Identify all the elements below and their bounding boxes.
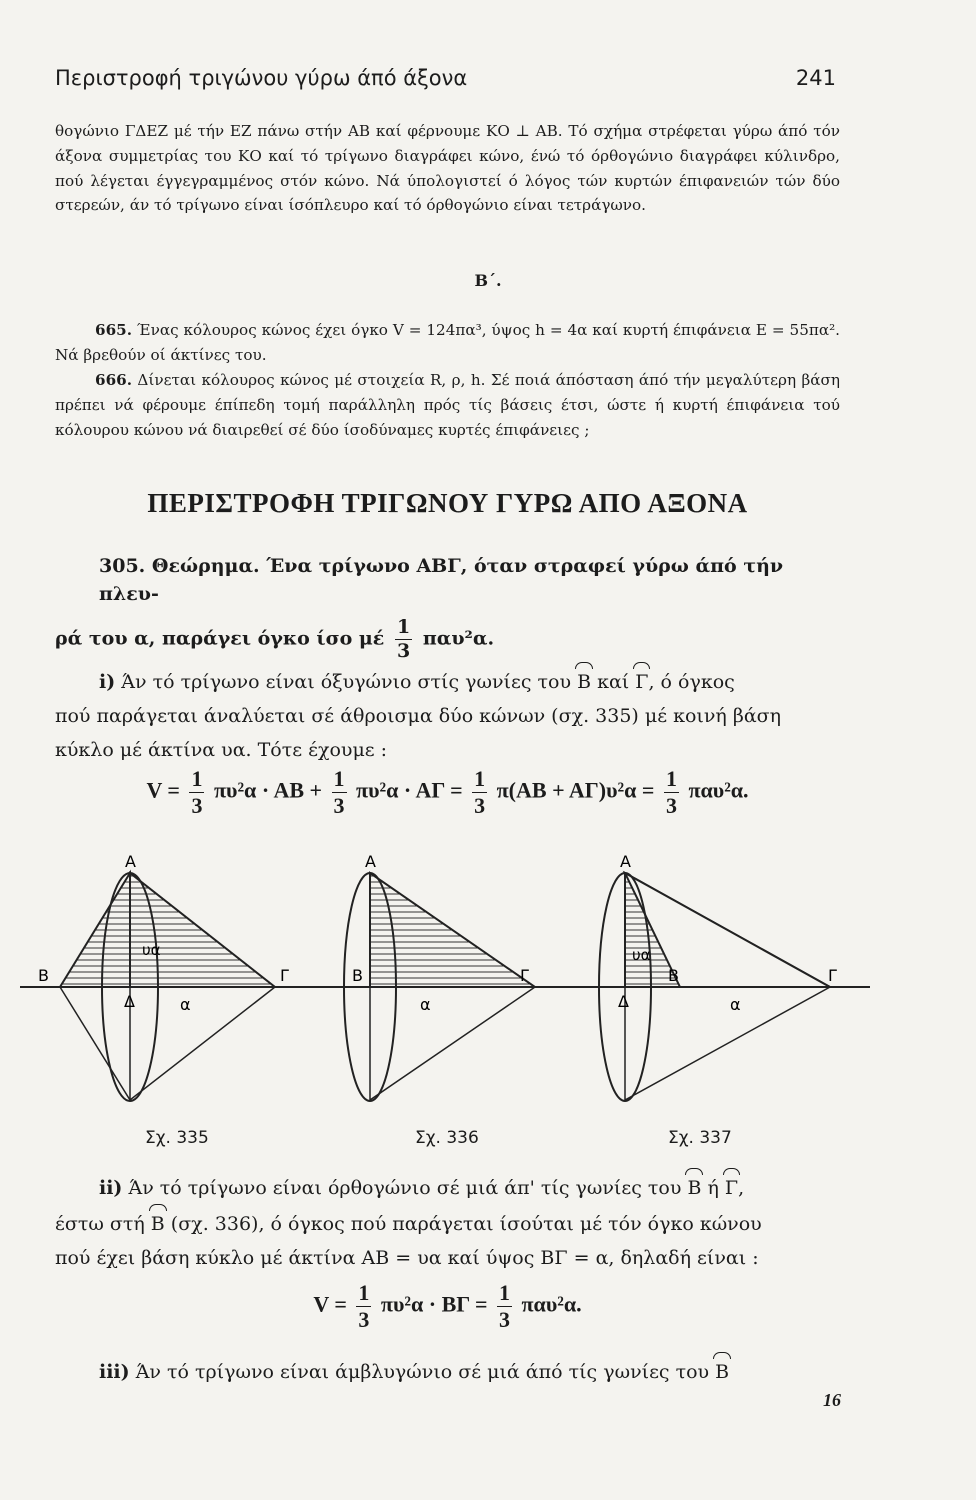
figure-337 — [599, 855, 837, 1101]
case-iii: iii) Άν τό τρίγωνο είναι άμβλυγώνιο σέ μιά άπό τίς γωνίες του Β — [55, 1358, 840, 1386]
case-i: i) Άν τό τρίγωνο είναι όξυγώνιο στίς γωνίες του Β καί Γ, ό όγκος πού παράγεται άναλύεται σέ άθροισμα δύο κώνων (σχ. 335) μέ κοινή βάση κύκλο μέ άκτίνα υα. Τότε έχουμε : — [55, 668, 840, 764]
fraction: $\frac{1}{3}$ — [396, 616, 411, 662]
exercise-text: Ένας κόλουρος κώνος έχει όγκο V = 124πα³, ύψος h = 4α καί κυρτή έπιφάνεια Ε = 55πα². Νά βρεθούν οί άκτίνες του. — [55, 321, 841, 364]
section-title: ΠΕΡΙΣΤΡΟΦΗ ΤΡΙΓΩΝΟΥ ΓΥΡΩ ΑΠΟ ΑΞΟΝΑ — [147, 488, 748, 518]
label-d: Δ — [124, 992, 135, 1011]
angle-g: Γ — [725, 1174, 738, 1202]
case-label: i) — [99, 671, 116, 693]
label-alpha: α — [180, 995, 191, 1014]
page-header — [55, 66, 836, 100]
signature-mark: 16 — [823, 1390, 841, 1410]
svg-text:Β: Β — [668, 966, 679, 985]
angle-b: Β — [715, 1358, 729, 1386]
theorem-text: Ένα τρίγωνο ΑΒΓ, όταν στραφεί γύρω άπό τήν πλευ- — [99, 555, 784, 605]
formula-2: V = $\frac{1}{3}$ πυ²α · ΒΓ = $\frac{1}{3}$ παυ²α. — [313, 1280, 582, 1332]
running-title: Περιστροφή τριγώνου γύρω άπό άξονα — [55, 66, 468, 90]
case-ii: ii) Άν τό τρίγωνο είναι όρθογώνιο σέ μιά άπ' τίς γωνίες του Β ή Γ, έστω στή Β (σχ. 336), ό όγκος πού παράγεται ίσούται μέ τόν όγκο κώνου πού έχει βάση κύκλο μέ άκτίνα ΑΒ = υα καί ύψος ΒΓ = α, δηλαδή είναι : — [55, 1174, 840, 1272]
exercise-text: Δίνεται κόλουρος κώνος μέ στοιχεία R, ρ, h. Σέ ποιά άπόσταση άπό τήν μεγαλύτερη βάση πρέπει νά φέρουμε έπίπεδη τομή παράλληλη πρός τίς βάσεις έτσι, ώστε ή κυρτή έπιφάνεια τού κόλουρου κώνου νά διαιρεθεί σέ δύο ίσοδύναμες κυρτές έπιφάνειες ; — [55, 371, 840, 439]
label-a: Α — [125, 855, 136, 871]
case-label: ii) — [99, 1177, 123, 1199]
svg-text:Α: Α — [365, 855, 376, 871]
subsection-mark: Β΄. — [474, 271, 502, 290]
svg-text:α: α — [730, 995, 741, 1014]
intro-paragraph: θογώνιο ΓΔΕΖ μέ τήν ΕΖ πάνω στήν ΑΒ καί φέρνουμε ΚΟ ⊥ ΑΒ. Τό σχήμα στρέφεται γύρω άπό τόν άξονα συμμετρίας του ΚΟ καί τό τρίγωνο διαγράφει κώνο, ένώ τό όρθογώνιο διαγράφει κύλινδρο, πού λέγεται έγγεγραμμένος στόν κώνο. Νά ύπολογιστεί ό λόγος τών κυρτών έπιφανειών τών δύο στερεών, άν τό τρίγωνο είναι ίσόπλευρο καί τό όρθογώνιο είναι τετράγωνο. — [55, 122, 840, 215]
svg-text:Δ: Δ — [618, 992, 629, 1011]
theorem — [55, 552, 840, 661]
svg-text:α: α — [420, 995, 431, 1014]
exercise-number: 666. — [95, 371, 132, 389]
figure-336 — [344, 855, 535, 1101]
label-b: Β — [38, 966, 49, 985]
figure-335 — [38, 855, 289, 1101]
exercise-665 — [55, 318, 840, 368]
formula-1: V = $\frac{1}{3}$ πυ²α · ΑΒ + $\frac{1}{3}$ πυ²α · ΑΓ = $\frac{1}{3}$ π(ΑΒ + ΑΓ)υ²α = $\frac{1}{3}$ παυ²α. — [146, 766, 749, 818]
cone-figures — [20, 855, 880, 1125]
theorem-text: παυ²α. — [422, 627, 495, 650]
page-number: 241 — [795, 66, 836, 90]
theorem-label: 305. Θεώρημα. — [99, 555, 260, 577]
theorem-text: ρά του α, παράγει όγκο ίσο μέ — [55, 627, 385, 650]
case-label: iii) — [99, 1361, 130, 1383]
caption-335: Σχ. 335 — [145, 1128, 209, 1148]
label-u: υα — [142, 941, 161, 959]
svg-text:Γ: Γ — [828, 966, 837, 985]
svg-text:Α: Α — [620, 855, 631, 871]
caption-336: Σχ. 336 — [415, 1128, 479, 1148]
angle-b: Β — [687, 1174, 701, 1202]
exercise-666 — [55, 368, 840, 442]
angle-b: Β — [577, 668, 591, 696]
svg-text:υα: υα — [632, 946, 651, 964]
exercise-number: 665. — [95, 321, 132, 339]
angle-g: Γ — [635, 668, 648, 696]
svg-text:Β: Β — [352, 966, 363, 985]
svg-text:Γ: Γ — [520, 966, 529, 985]
label-g: Γ — [280, 966, 289, 985]
caption-337: Σχ. 337 — [668, 1128, 732, 1148]
